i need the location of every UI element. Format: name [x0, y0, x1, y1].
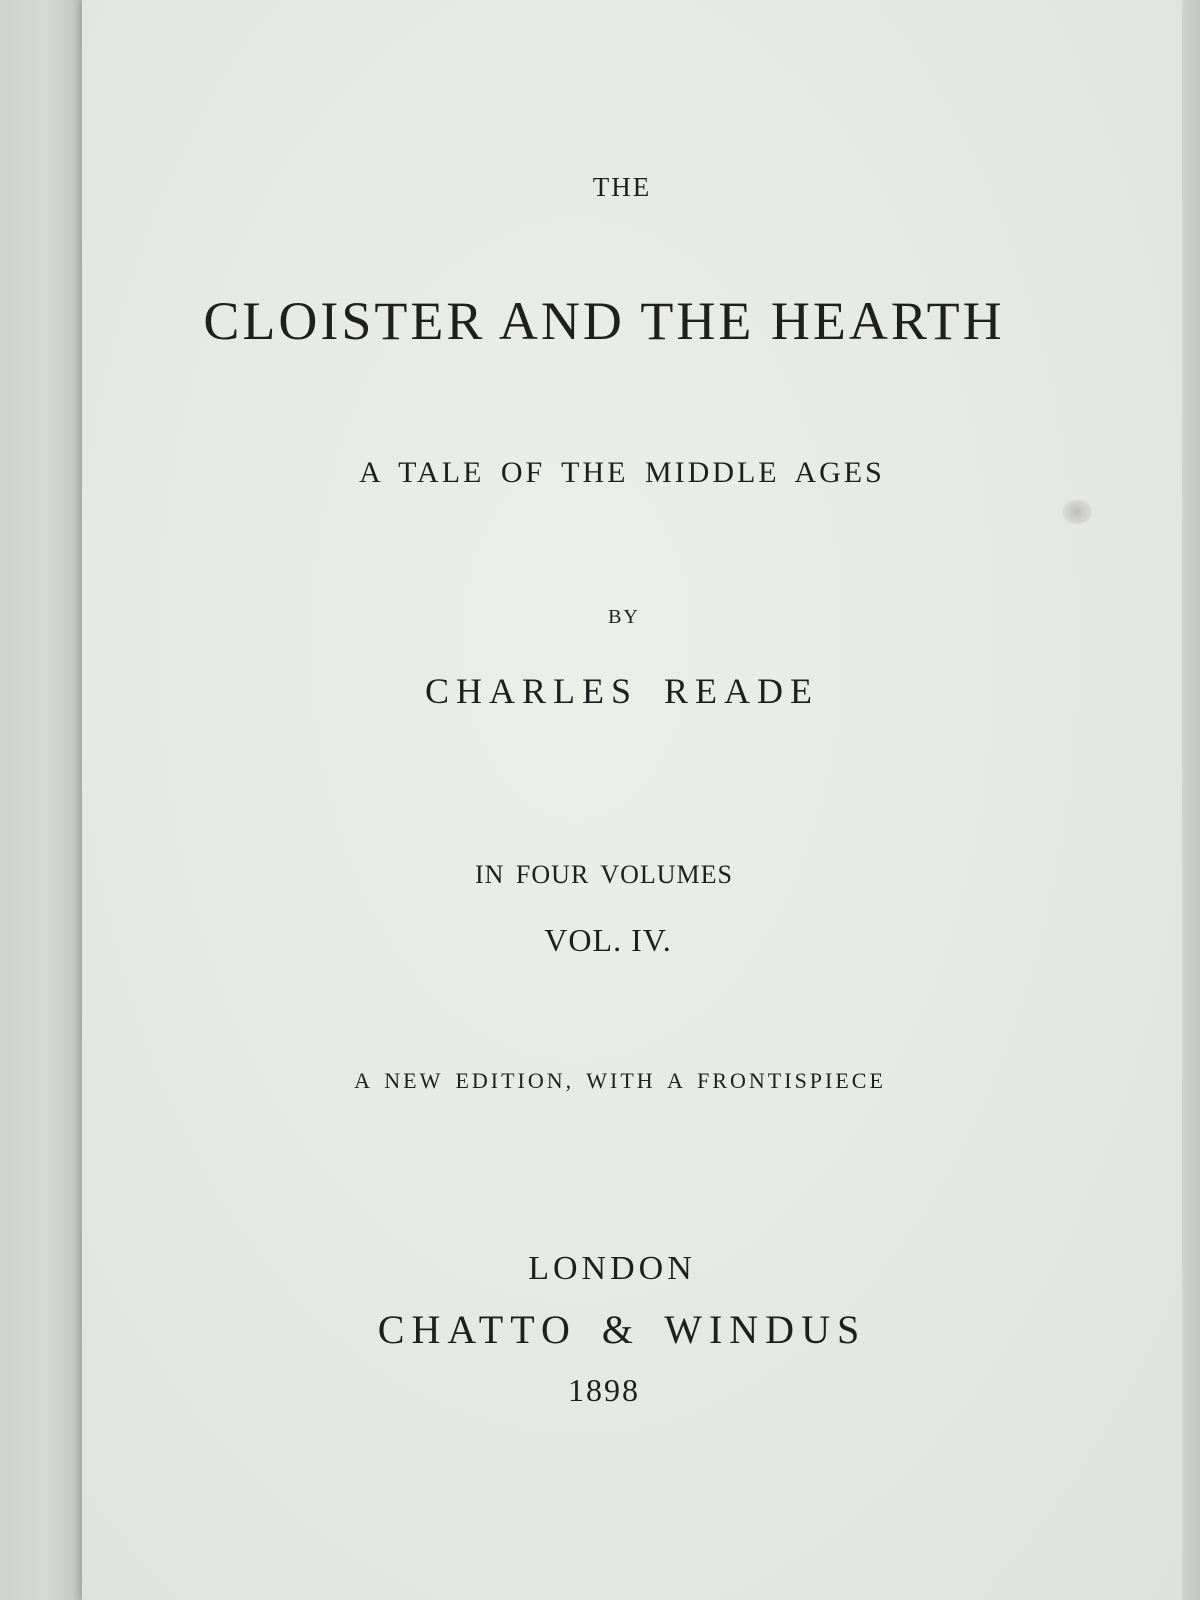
title-article: THE	[592, 172, 652, 202]
publication-city: LONDON	[528, 1250, 696, 1287]
title-page	[82, 0, 1182, 1600]
by-line: BY	[608, 606, 640, 628]
book-subtitle: A TALE OF THE MIDDLE AGES	[359, 456, 885, 489]
publication-year: 1898	[568, 1372, 640, 1408]
volume-count: IN FOUR VOLUMES	[475, 860, 733, 889]
book-title: CLOISTER AND THE HEARTH	[203, 291, 1005, 351]
publisher-name: CHATTO & WINDUS	[377, 1307, 867, 1352]
paper-stain	[1062, 500, 1092, 524]
volume-number: VOL. IV.	[544, 922, 672, 958]
author-name: CHARLES READE	[424, 671, 819, 711]
edition-note: A NEW EDITION, WITH A FRONTISPIECE	[354, 1068, 886, 1093]
page-right-edge	[1182, 0, 1200, 1600]
facing-page-edge	[0, 0, 82, 1600]
